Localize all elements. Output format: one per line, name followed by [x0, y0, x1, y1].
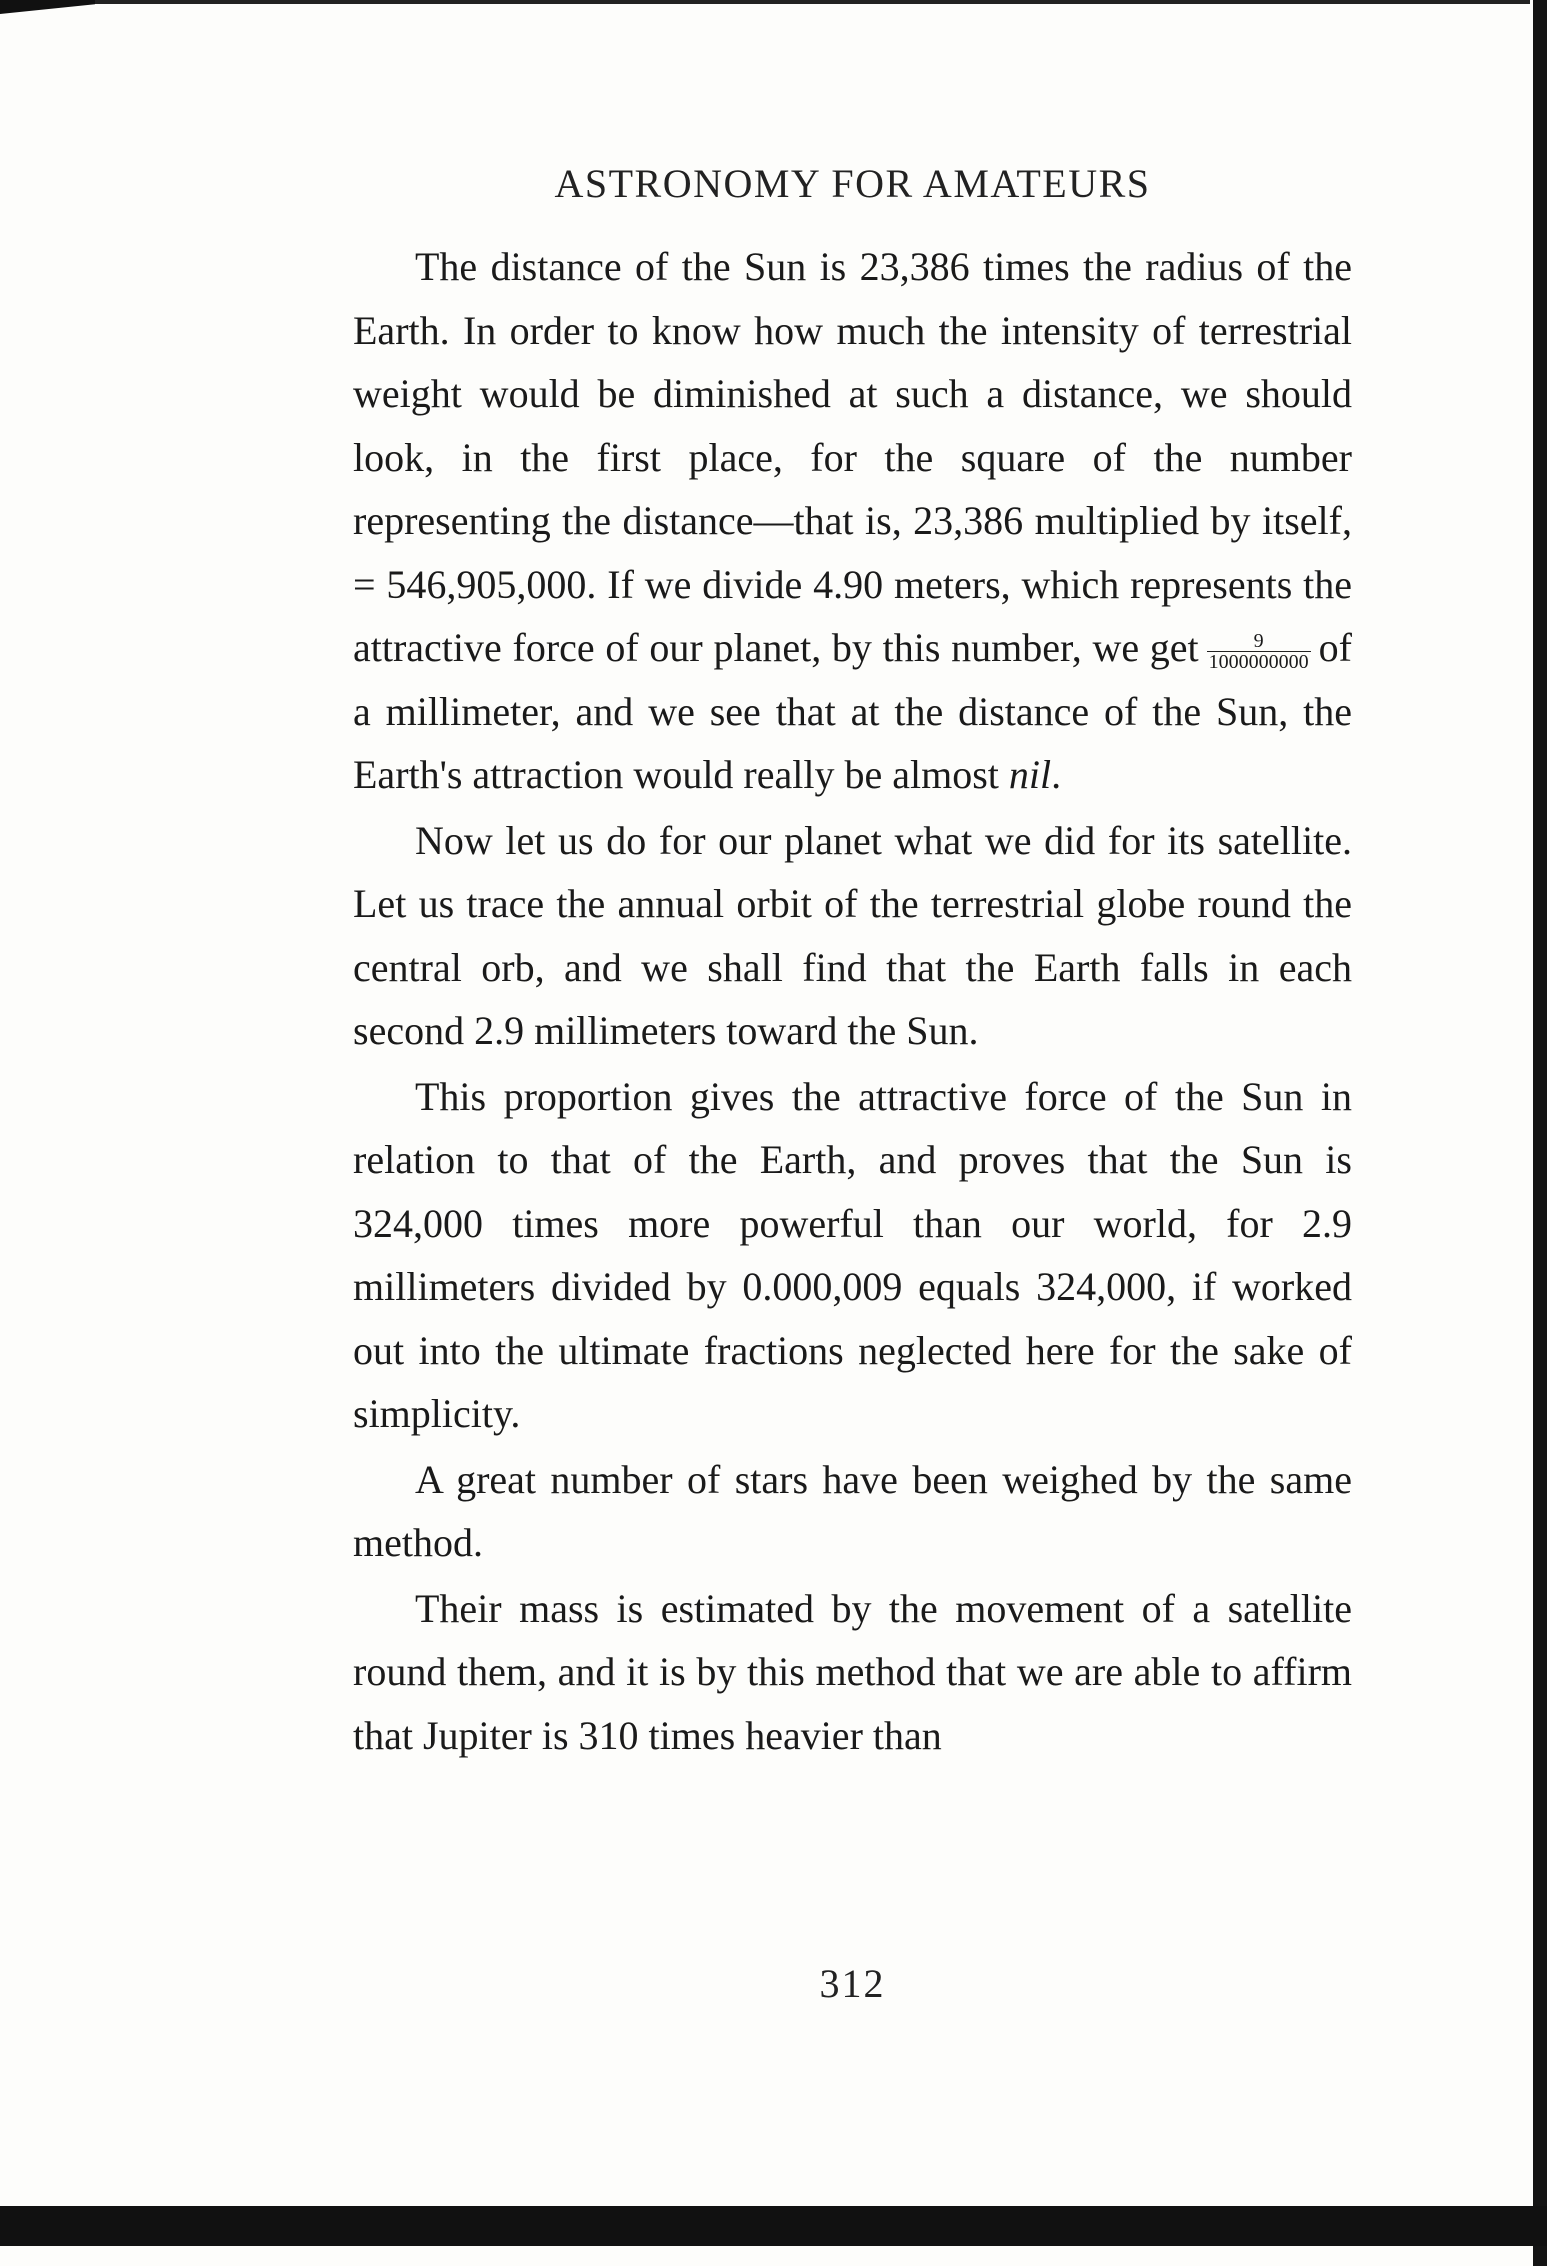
scan-edge-bottom	[0, 2206, 1547, 2246]
book-page	[353, 160, 1352, 2006]
fraction	[1207, 631, 1311, 672]
paragraph-1-end: .	[1051, 752, 1062, 797]
scan-edge-right	[1533, 0, 1547, 2266]
italic-word: nil	[1008, 752, 1052, 797]
scan-notch	[0, 0, 95, 14]
paragraph-5: Their mass is estimated by the movement of a satellite round them, and it is by this method that we are able to affirm that Jupiter is 310 times heavier than	[353, 1585, 1352, 1758]
paragraph-4: A great number of stars have been weighed by the same method.	[353, 1456, 1352, 1565]
scan-edge-top	[0, 0, 1530, 14]
fraction-numerator: 9	[1207, 631, 1311, 652]
running-head: ASTRONOMY FOR AMATEURS	[554, 161, 1151, 206]
fraction-denominator: 1000000000	[1208, 651, 1309, 674]
paragraph-2: Now let us do for our planet what we did for its satellite. Let us trace the annual orbit of the terrestrial globe round the central orb, and we shall find that the Earth falls in each second 2.9 millimeters toward the Sun.	[353, 817, 1352, 1053]
paragraph-1-text: The distance of the Sun is 23,386 times the radius of the Earth. In order to know how much the intensity of terrestrial weight would be diminished at such a distance, we should look, in the first place, for the square of the number representing the distance—that is, 23,386 multiplied by itself, = 546,905,000. If we divide 4.90 meters, which represents the attractive force of our planet, by this number, we get	[353, 244, 1352, 670]
paragraph-1-text-cont: of a millimeter, and we see that at the distance of the Sun, the Earth's attraction would really be almost	[353, 625, 1352, 797]
paragraph-3: This proportion gives the attractive force of the Sun in relation to that of the Earth, and proves that the Sun is 324,000 times more powerful than our world, for 2.9 millimeters divided by 0.000,009 equals 324,000, if worked out into the ultimate fractions neglected here for the sake of simplicity.	[353, 1073, 1352, 1436]
paragraph-1	[353, 235, 1352, 807]
page-number: 312	[819, 1961, 886, 2006]
